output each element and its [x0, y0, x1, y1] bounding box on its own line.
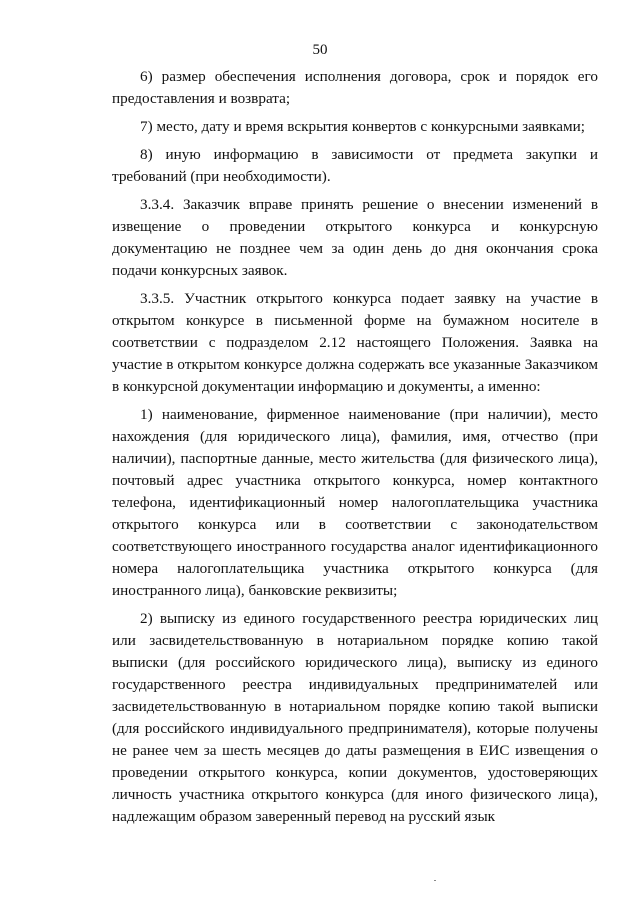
paragraph-item-7: 7) место, дату и время вскрытия конвертов с конкурсными заявками;: [140, 118, 585, 135]
document-body: [112, 66, 598, 834]
page-number: 50: [312, 42, 328, 58]
paragraph-item-8: 8) иную информацию в зависимости от предмета закупки и требований (при необходимости).: [112, 146, 598, 185]
paragraph-item-6: 6) размер обеспечения исполнения договора, срок и порядок его предоставления и возврата;: [112, 68, 598, 107]
paragraph-3-3-4: 3.3.4. Заказчик вправе принять решение о внесении изменений в извещение о проведении открытого конкурса и конкурсную документацию не позднее чем за один день до дня окончания срока подачи конкурсных заявок.: [112, 196, 598, 279]
paragraph-list-item-1: 1) наименование, фирменное наименование (при наличии), место нахождения (для юридического лица), фамилия, имя, отчество (при наличии), паспортные данные, место жительства (для физического лица), почтовый адрес участника открытого конкурса, номер контактного телефона, идентификационный номер налогоплательщика участника открытого конкурса или в соответствии с законодательством соответствующего иностранного государства аналог идентификационного номера налогоплательщика участника открытого конкурса (для иностранного лица), банковские реквизиты;: [112, 406, 598, 599]
paragraph-list-item-2: 2) выписку из единого государственного реестра юридических лиц или засвидетельствованную в нотариальном порядке копию такой выписки (для российского юридического лица), выписку из единого государственного реестра индивидуальных предпринимателей или засвидетельствованную в нотариальном порядке копию такой выписки (для российского индивидуального предпринимателя), которые получены не ранее чем за шесть месяцев до даты размещения в ЕИС извещения о проведении открытого конкурса, копии документов, удостоверяющих личность участника открытого конкурса (для иного физического лица), надлежащим образом заверенный перевод на русский язык: [112, 610, 598, 825]
scan-speck: [434, 880, 436, 881]
paragraph-3-3-5: 3.3.5. Участник открытого конкурса подает заявку на участие в открытом конкурсе в письменной форме на бумажном носителе в соответствии с подразделом 2.12 настоящего Положения. Заявка на участие в открытом конкурсе должна содержать все указанные Заказчиком в конкурсной документации информацию и документы, а именно:: [112, 290, 598, 395]
